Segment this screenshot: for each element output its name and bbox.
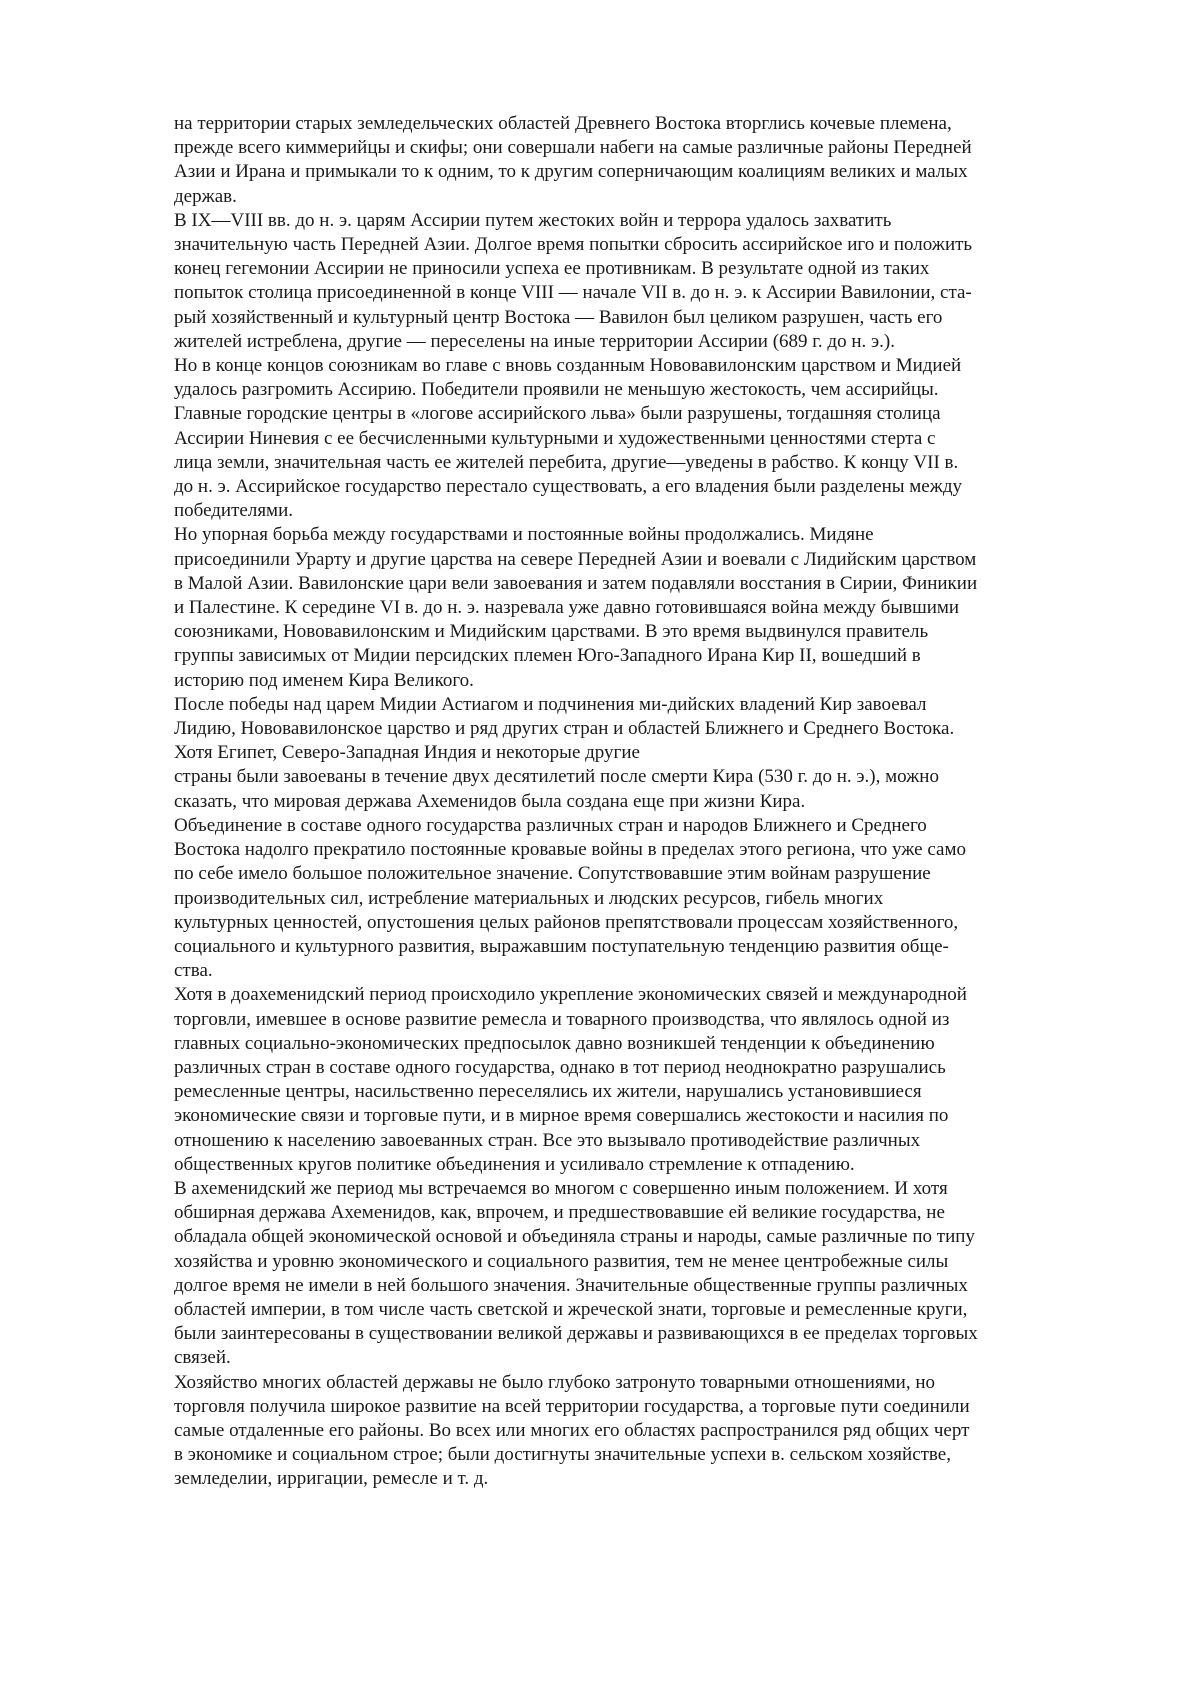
text-line: до н. э. Ассирийское государство перестало существовать, а его владения были разделены между — [174, 476, 963, 498]
text-line: Но упорная борьба между государствами и постоянные войны продолжались. Мидяне — [174, 524, 874, 546]
text-line: на территории старых земледельческих областей Древнего Востока вторглись кочевые племена, — [174, 113, 952, 134]
text-line: в Малой Азии. Вавилонские цари вели завоевания и затем подавляли восстания в Сирии, Финикии — [174, 572, 978, 594]
text-line: Востока надолго прекратило постоянные кровавые войны в пределах этого региона, что уже само — [174, 839, 966, 861]
text-line: страны были завоеваны в течение двух десятилетий после смерти Кира (530 г. до н. э.), можно — [174, 766, 939, 788]
paragraph — [174, 1177, 1134, 1371]
text-line: обширная держава Ахеменидов, как, впрочем, и предшествовавшие ей великие государства, не — [174, 1202, 945, 1224]
text-line: Ассирии Ниневия с ее бесчисленными культурными и художественными ценностями стерта с — [174, 427, 936, 449]
text-line: союзниками, Нововавилонским и Мидийским царствами. В это время выдвинулся правитель — [174, 621, 929, 643]
text-line: культурных ценностей, опустошения целых районов препятствовали процессам хозяйственного, — [174, 911, 959, 933]
text-line: и Палестине. К середине VI в. до н. э. назревала уже давно готовившаяся война между бывшими — [174, 597, 960, 619]
text-line: Но в конце концов союзникам во главе с вновь созданным Нововавилонским царством и Мидией — [174, 355, 962, 377]
text-line: Хотя в доахеменидский период происходило укрепление экономических связей и международной — [174, 984, 967, 1006]
paragraph — [174, 112, 1134, 209]
text-line: После победы над царем Мидии Астиагом и подчинения ми-дийских владений Кир завоевал — [174, 693, 927, 715]
paragraph — [174, 209, 1134, 354]
text-line: Хотя Египет, Северо-Западная Индия и некоторые другие — [174, 742, 640, 764]
text-line: экономические связи и торговые пути, и в мирное время совершались жестокости и насилия по — [174, 1105, 949, 1127]
text-line: долгое время не имели в ней большого значения. Значительные общественные группы различных — [174, 1274, 968, 1296]
text-line: обладала общей экономической основой и объединяла страны и народы, самые различные по типу — [174, 1226, 975, 1248]
text-line: Объединение в составе одного государства различных стран и народов Ближнего и Среднего — [174, 814, 927, 836]
text-line: различных стран в составе одного государства, однако в тот период неоднократно разрушались — [174, 1056, 946, 1078]
text-line: лица земли, значительная часть ее жителей перебита, другие—уведены в рабство. К концу VII в. — [174, 451, 959, 473]
text-line: значительную часть Передней Азии. Долгое время попытки сбросить ассирийское иго и положить — [174, 234, 973, 256]
text-line: удалось разгромить Ассирию. Победители проявили не меньшую жестокость, чем ассирийцы. — [174, 379, 939, 401]
paragraph — [174, 523, 1134, 692]
text-line: историю под именем Кира Великого. — [174, 669, 474, 691]
text-line: торговли, имевшее в основе развитие ремесла и товарного производства, что являлось одной из — [174, 1008, 950, 1030]
text-line: самые отдаленные его районы. Во всех или многих его областях распространился ряд общих черт — [174, 1419, 970, 1441]
text-line: социального и культурного развития, выражавшим поступательную тенденцию развития обще- — [174, 935, 949, 957]
text-line: в экономике и социальном строе; были достигнуты значительные успехи в. сельском хозяйстве, — [174, 1444, 951, 1466]
text-line: связей. — [174, 1347, 231, 1369]
text-line: хозяйства и уровню экономического и социального развития, тем не менее центробежные силы — [174, 1250, 949, 1272]
text-line: были заинтересованы в существовании великой державы и развивающихся в ее пределах торговых — [174, 1323, 978, 1345]
paragraph — [174, 693, 1134, 814]
text-line: конец гегемонии Ассирии не приносили успеха ее противникам. В результате одной из таких — [174, 258, 930, 280]
text-line: Главные городские центры в «логове ассирийского льва» были разрушены, тогдашняя столица — [174, 403, 941, 425]
text-line: ства. — [174, 960, 213, 982]
text-line: попыток столица присоединенной в конце VIII — начале VII в. до н. э. к Ассирии Вавилонии, ста- — [174, 282, 972, 304]
text-line: победителями. — [174, 500, 294, 522]
text-line: Хозяйство многих областей державы не было глубоко затронуто товарными отношениями, но — [174, 1371, 936, 1393]
text-line: держав. — [174, 185, 237, 207]
text-line: рый хозяйственный и культурный центр Востока — Вавилон был целиком разрушен, часть его — [174, 306, 943, 328]
text-line: производительных сил, истребление материальных и людских ресурсов, гибель многих — [174, 887, 884, 909]
paragraph — [174, 354, 1134, 523]
text-line: Азии и Ирана и примыкали то к одним, то к другим соперничающим коалициям великих и малых — [174, 161, 968, 183]
text-line: главных социально-экономических предпосылок давно возникшей тенденции к объединению — [174, 1032, 935, 1054]
paragraph — [174, 814, 1134, 983]
paragraph — [174, 983, 1134, 1177]
text-line: торговля получила широкое развитие на всей территории государства, а торговые пути соединили — [174, 1395, 970, 1417]
paragraph — [174, 1371, 1134, 1492]
text-line: В ахеменидский же период мы встречаемся во многом с совершенно иным положением. И хотя — [174, 1177, 948, 1199]
text-line: областей империи, в том числе часть светской и жреческой знати, торговые и ремесленные круги, — [174, 1298, 968, 1320]
text-line: прежде всего киммерийцы и скифы; они совершали набеги на самые различные районы Передней — [174, 137, 972, 159]
text-line: присоединили Урарту и другие царства на севере Передней Азии и воевали с Лидийским царством — [174, 548, 977, 570]
text-line: Лидию, Нововавилонское царство и ряд других стран и областей Ближнего и Среднего Востока. — [174, 718, 955, 740]
text-line: земледелии, ирригации, ремесле и т. д. — [174, 1468, 489, 1490]
text-line: группы зависимых от Мидии персидских племен Юго-Западного Ирана Кир II, вошедший в — [174, 645, 921, 667]
text-line: жителей истреблена, другие — переселены на иные территории Ассирии (689 г. до н. э.). — [174, 330, 895, 352]
text-line: общественных кругов политике объединения и усиливало стремление к отпадению. — [174, 1153, 855, 1175]
text-line: сказать, что мировая держава Ахеменидов была создана еще при жизни Кира. — [174, 790, 806, 812]
text-line: по себе имело большое положительное значение. Сопутствовавшие этим войнам разрушение — [174, 863, 931, 885]
text-line: ремесленные центры, насильственно переселялись их жители, нарушались установившиеся — [174, 1081, 922, 1103]
text-line: В IX—VIII вв. до н. э. царям Ассирии путем жестоких войн и террора удалось захватить — [174, 209, 892, 231]
document-body-text — [174, 112, 1134, 1492]
text-line: отношению к населению завоеванных стран. Все это вызывало противодействие различных — [174, 1129, 921, 1151]
